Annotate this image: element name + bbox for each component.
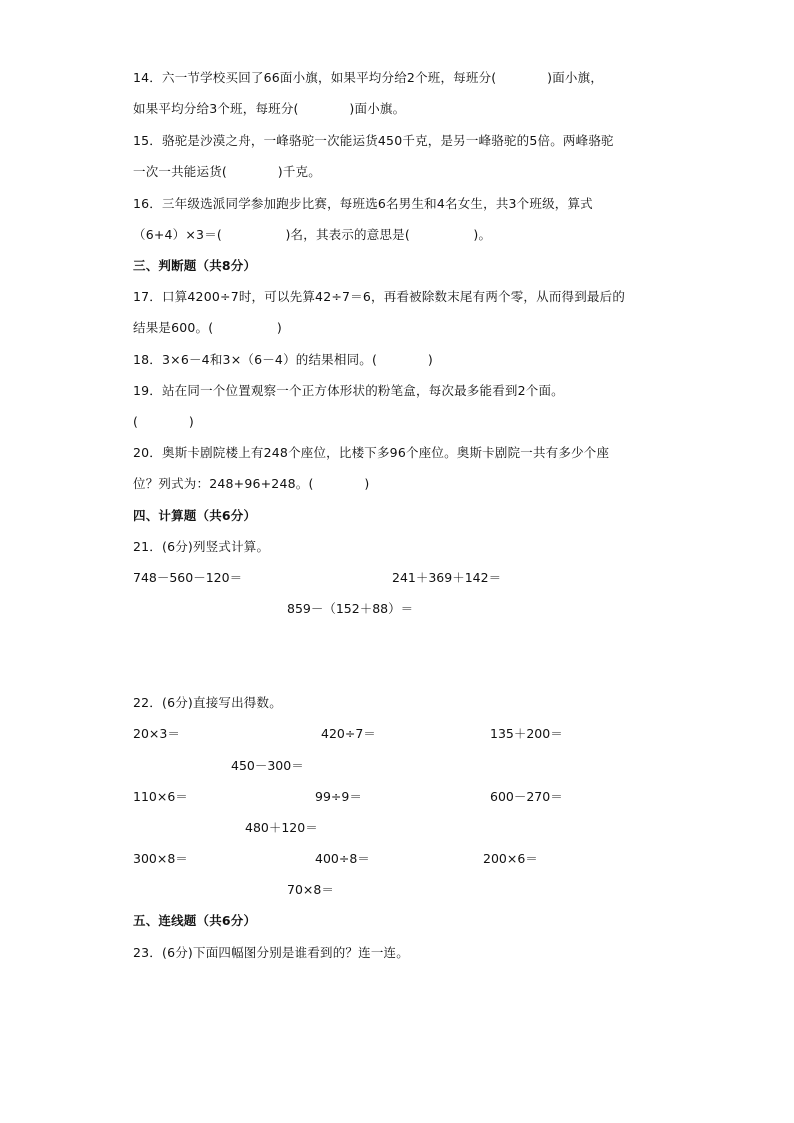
- q20-line1: 20．奥斯卡剧院楼上有248个座位，比楼下多96个座位。奥斯卡剧院一共有多少个座: [133, 445, 610, 460]
- q17-line2: 结果是600。( ): [133, 320, 282, 335]
- q22-item: 400÷8＝: [315, 851, 370, 866]
- q16-line1: 16．三年级选派同学参加跑步比赛，每班选6名男生和4名女生，共3个班级，算式: [133, 196, 593, 211]
- q16-line2: （6+4）×3＝( )名，其表示的意思是( )。: [133, 227, 492, 242]
- q20-line2: 位？列式为：248+96+248。( ): [133, 476, 370, 491]
- q22-item: 480＋120＝: [245, 820, 318, 835]
- q22-item: 200×6＝: [483, 851, 538, 866]
- q22-item: 20×3＝: [133, 726, 180, 741]
- q22-item: 110×6＝: [133, 789, 188, 804]
- q23-line: 23．(6分)下面四幅图分别是谁看到的？连一连。: [133, 945, 409, 960]
- q22-item: 600－270＝: [490, 789, 563, 804]
- q19-line1: 19．站在同一个位置观察一个正方体形状的粉笔盒，每次最多能看到2个面。: [133, 383, 564, 398]
- q22-item: 70×8＝: [287, 882, 334, 897]
- q21-expression-1: 748－560－120＝: [133, 570, 243, 585]
- q21-expression-3: 859－（152＋88）＝: [287, 601, 414, 616]
- section-calc-heading: 四、计算题（共6分）: [133, 508, 257, 523]
- q22-title: 22．(6分)直接写出得数。: [133, 695, 282, 710]
- q22-item: 135＋200＝: [490, 726, 563, 741]
- q21-title: 21．(6分)列竖式计算。: [133, 539, 270, 554]
- q22-item: 450－300＝: [231, 758, 304, 773]
- q18-line: 18．3×6－4和3×（6－4）的结果相同。( ): [133, 352, 433, 367]
- q15-line2: 一次一共能运货( )千克。: [133, 164, 321, 179]
- q14-line2: 如果平均分给3个班，每班分( )面小旗。: [133, 101, 406, 116]
- section-judge-heading: 三、判断题（共8分）: [133, 258, 257, 273]
- q19-line2: ( ): [133, 414, 194, 429]
- q21-expression-2: 241＋369＋142＝: [392, 570, 502, 585]
- q17-line1: 17．口算4200÷7时，可以先算42÷7＝6，再看被除数末尾有两个零，从而得到最后的: [133, 289, 626, 304]
- q22-item: 300×8＝: [133, 851, 188, 866]
- q15-line1: 15．骆驼是沙漠之舟，一峰骆驼一次能运货450千克，是另一峰骆驼的5倍。两峰骆驼: [133, 133, 614, 148]
- q22-item: 99÷9＝: [315, 789, 362, 804]
- q22-item: 420÷7＝: [321, 726, 376, 741]
- q14-line1: 14．六一节学校买回了66面小旗，如果平均分给2个班，每班分( )面小旗，: [133, 70, 604, 85]
- section-match-heading: 五、连线题（共6分）: [133, 913, 257, 928]
